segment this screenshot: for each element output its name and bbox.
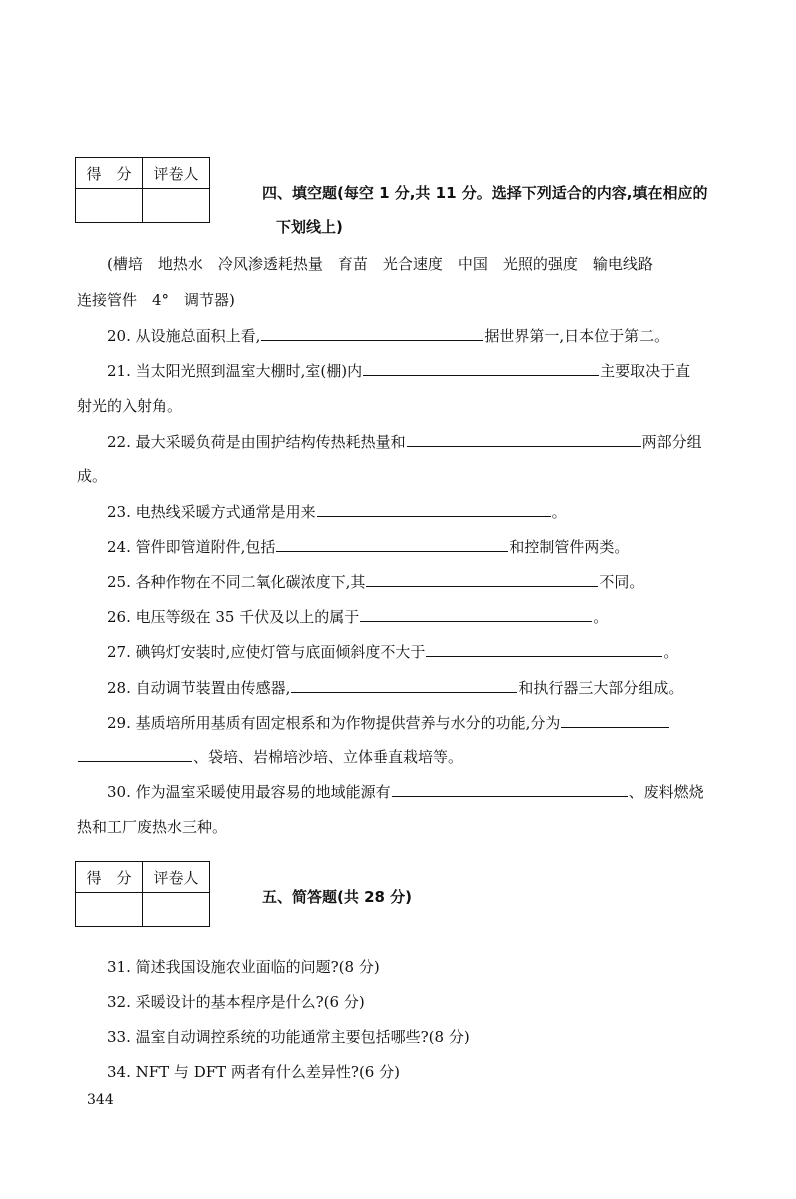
- q21-text-post: 主要取决于直: [600, 362, 691, 380]
- q27-text: 27. 碘钨灯安装时,应使灯管与底面倾斜度不大于: [107, 643, 426, 661]
- question-30: [107, 780, 704, 802]
- q30-text-post: 、废料燃烧: [628, 783, 704, 801]
- question-28: [107, 676, 683, 698]
- grader-label: 评卷人: [143, 158, 210, 189]
- q29-line2: [77, 745, 463, 767]
- q22-text: 22. 最大采暖负荷是由围护结构传热耗热量和: [107, 433, 406, 451]
- q27-text-post: 。: [663, 643, 679, 661]
- q22-line2: 成。: [77, 467, 108, 485]
- q24-blank: [276, 535, 508, 552]
- q29-text-post: 、袋培、岩棉培沙培、立体垂直栽培等。: [193, 748, 464, 766]
- question-21: [107, 359, 690, 381]
- q29-blank-b: [78, 745, 192, 762]
- q21-blank: [363, 359, 599, 376]
- section4-title-line1: 四、填空题(每空 1 分,共 11 分。选择下列适合的内容,填在相应的: [262, 184, 708, 202]
- q25-text-post: 不同。: [599, 573, 645, 591]
- q20-blank: [261, 324, 483, 341]
- q21-line2: 射光的入射角。: [77, 397, 183, 415]
- page-number: 344: [87, 1092, 114, 1108]
- question-20: [107, 324, 669, 346]
- q26-text-post: 。: [593, 608, 609, 626]
- question-25: [107, 570, 644, 592]
- options-line1: (槽培 地热水 冷风渗透耗热量 育苗 光合速度 中国 光照的强度 输电线路: [107, 255, 653, 273]
- q20-text-post: 据世界第一,日本位于第二。: [484, 327, 670, 345]
- short-answer-32: 32. 采暖设计的基本程序是什么?(6 分): [107, 993, 365, 1011]
- q25-blank: [366, 570, 598, 587]
- q29-text: 29. 基质培所用基质有固定根系和为作物提供营养与水分的功能,分为: [107, 714, 561, 732]
- q29-blank-a: [561, 711, 669, 728]
- grader-cell: [143, 189, 210, 223]
- score-cell: [76, 189, 143, 223]
- section4-title-line2: 下划线上): [276, 218, 343, 236]
- q30-blank: [392, 780, 628, 797]
- score-cell: [76, 893, 143, 927]
- q25-text: 25. 各种作物在不同二氧化碳浓度下,其: [107, 573, 366, 591]
- q28-text: 28. 自动调节装置由传感器,: [107, 679, 291, 697]
- q22-blank: [407, 430, 641, 447]
- short-answer-33: 33. 温室自动调控系统的功能通常主要包括哪些?(8 分): [107, 1028, 470, 1046]
- q27-blank: [426, 640, 662, 657]
- question-22: [107, 430, 702, 452]
- question-24: [107, 535, 629, 557]
- q22-text-post: 两部分组: [641, 433, 702, 451]
- question-23: [107, 500, 567, 522]
- q21-text: 21. 当太阳光照到温室大棚时,室(棚)内: [107, 362, 363, 380]
- short-answer-34: 34. NFT 与 DFT 两者有什么差异性?(6 分): [107, 1063, 400, 1081]
- short-answer-31: 31. 简述我国设施农业面临的问题?(8 分): [107, 958, 380, 976]
- grader-label: 评卷人: [143, 862, 210, 893]
- q26-text: 26. 电压等级在 35 千伏及以上的属于: [107, 608, 360, 626]
- q30-line2: 热和工厂废热水三种。: [77, 818, 228, 836]
- q23-text: 23. 电热线采暖方式通常是用来: [107, 503, 316, 521]
- section5-title: 五、简答题(共 28 分): [262, 888, 413, 906]
- q24-text: 24. 管件即管道附件,包括: [107, 538, 276, 556]
- q23-text-post: 。: [551, 503, 567, 521]
- question-29: [107, 711, 670, 733]
- q30-text: 30. 作为温室采暖使用最容易的地域能源有: [107, 783, 391, 801]
- q20-text: 20. 从设施总面积上看,: [107, 327, 261, 345]
- q28-text-post: 和执行器三大部分组成。: [518, 679, 684, 697]
- question-27: [107, 640, 678, 662]
- score-label: 得 分: [76, 158, 143, 189]
- q23-blank: [317, 500, 551, 517]
- grader-cell: [143, 893, 210, 927]
- score-box: [75, 157, 210, 223]
- score-box: [75, 861, 210, 927]
- options-line2: 连接管件 4° 调节器): [77, 291, 235, 309]
- q28-blank: [291, 676, 517, 693]
- question-26: [107, 605, 608, 627]
- q26-blank: [360, 605, 592, 622]
- q24-text-post: 和控制管件两类。: [509, 538, 630, 556]
- score-label: 得 分: [76, 862, 143, 893]
